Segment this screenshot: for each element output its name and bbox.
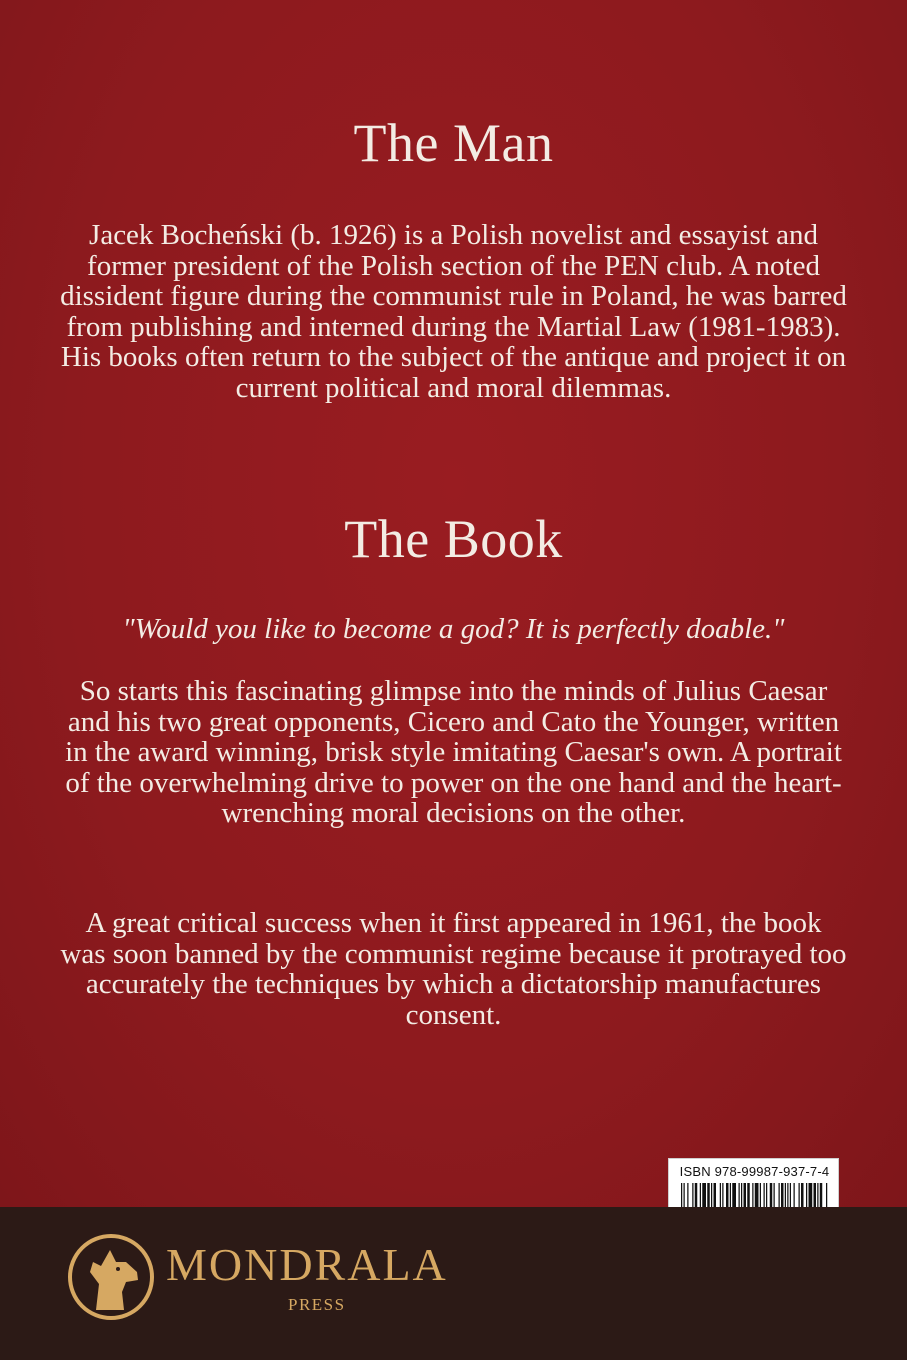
man-heading: The Man — [353, 113, 554, 173]
publisher-name: MONDRALA — [166, 1239, 448, 1290]
book-heading: The Book — [344, 509, 563, 569]
book-quote: "Would you like to become a god? It is perfectly doable." — [122, 613, 785, 645]
isbn-label: ISBN 978-99987-937-7-4 — [679, 1164, 830, 1179]
book-paragraph-1: So starts this fascinating glimpse into the minds of Julius Caesar and his two great opponents, Cicero and Cato the Younger, written in the award winning, brisk style imitating Caesar's own. A portrait of the overwhelming drive to power on the one hand and the heart-wrenching moral decisions on the other. — [65, 675, 842, 829]
publisher-subtitle: PRESS — [288, 1295, 346, 1314]
book-paragraph-2: A great critical success when it first appeared in 1961, the book was soon banned by the communist regime because it protrayed too accurately the techniques by which a dictatorship manufactures consent. — [60, 907, 847, 1031]
dog-head-emblem-icon — [66, 1232, 156, 1322]
man-paragraph: Jacek Bocheński (b. 1926) is a Polish novelist and essayist and former president of the Polish section of the PEN club. A noted dissident figure during the communist rule in Poland, he was barred from publishing and interned during the Martial Law (1981-1983). His books often return to the subject of the antique and project it on current political and moral dilemmas. — [60, 219, 847, 404]
